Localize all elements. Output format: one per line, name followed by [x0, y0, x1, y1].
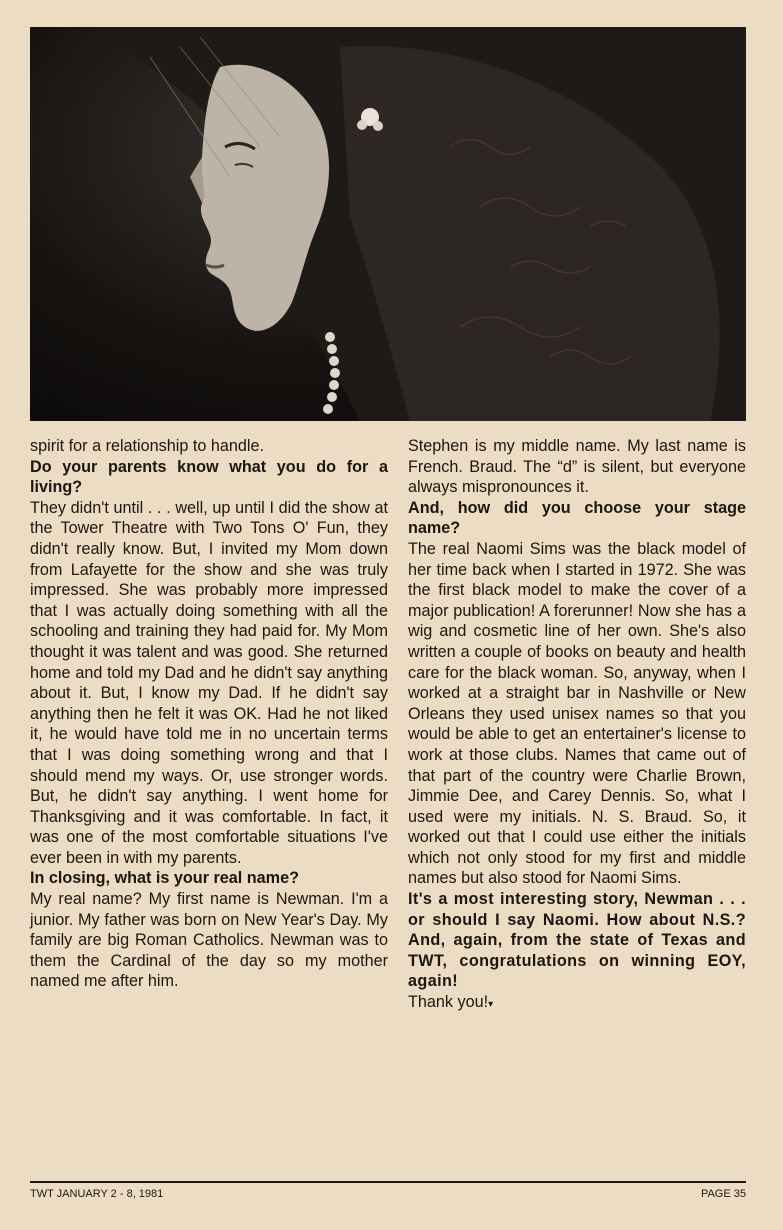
footer-issue-date: TWT JANUARY 2 - 8, 1981 [30, 1188, 164, 1200]
interview-question: In closing, what is your real name? [30, 869, 299, 888]
final-reply: Thank you! [408, 993, 489, 1012]
portrait-illustration [30, 27, 746, 421]
end-mark-icon: ▾ [488, 999, 494, 1011]
left-column [30, 436, 388, 992]
paragraph: My real name? My first name is Newman. I'm a junior. My father was born on New Year's Day. My family are big Roman Catholics. Newman was to them the Cardinal of the day so my mother named me after him. [30, 890, 388, 991]
right-column [408, 436, 746, 1016]
portrait-photo [30, 27, 746, 421]
closing-remark: It's a most interesting story, Newman . . . or should I say Naomi. How about N.S.? And, again, from the state of Texas and TWT, congratulations on winning EOY, again! [408, 890, 746, 991]
footer-page-number: PAGE 35 [700, 1188, 746, 1200]
page-footer [30, 1181, 746, 1200]
paragraph: spirit for a relationship to handle. [30, 437, 264, 455]
interview-question: Do your parents know what you do for a living? [30, 457, 388, 497]
paragraph: They didn't until . . . well, up until I did the show at the Tower Theatre with Two Tons O' Fun, they didn't really know. But, I invited my Mom down from Lafayette for the show and she was truly impressed. She was probably more impressed that I was actually doing something with all the schooling and training they had paid for. My Mom thought it was talent and was good. She returned home and told my Dad and he didn't say anything about it. But, I know my Dad. If he didn't say anything then he felt it was OK. Had he not liked it, he would have told me in no uncertain terms that I was doing something wrong and that I should mend my ways. Or, use stronger words. But, he didn't say anything. I went home for Thanksgiving and it was comfortable. In fact, it was one of the most comfortable situations I've ever been in with my parents. [30, 498, 388, 867]
final-paragraph [408, 992, 746, 1016]
interview-question: And, how did you choose your stage name? [408, 498, 746, 538]
paragraph: The real Naomi Sims was the black model of her time back when I started in 1972. She was the first black model to make the cover of a major publication! A forerunner! Now she has a wig and cosmetic line of her own. She's also written a couple of books on beauty and health care for the black woman. So, anyway, when I worked at a straight bar in Nashville or New Orleans they used unisex names so that you would be able to get an entertainer's license to work at those clubs. Names that came out of that part of the country were Charlie Brown, Jimmie Dee, and Carey Dennis. So, what I used were my initials. N. S. Braud. So, it worked out that I could use either the initials which not only stood for my first and middle names but also stood for Naomi Sims. [408, 539, 746, 888]
paragraph: Stephen is my middle name. My last name is French. Braud. The “d” is silent, but everyone always mispronounces it. [408, 437, 746, 497]
